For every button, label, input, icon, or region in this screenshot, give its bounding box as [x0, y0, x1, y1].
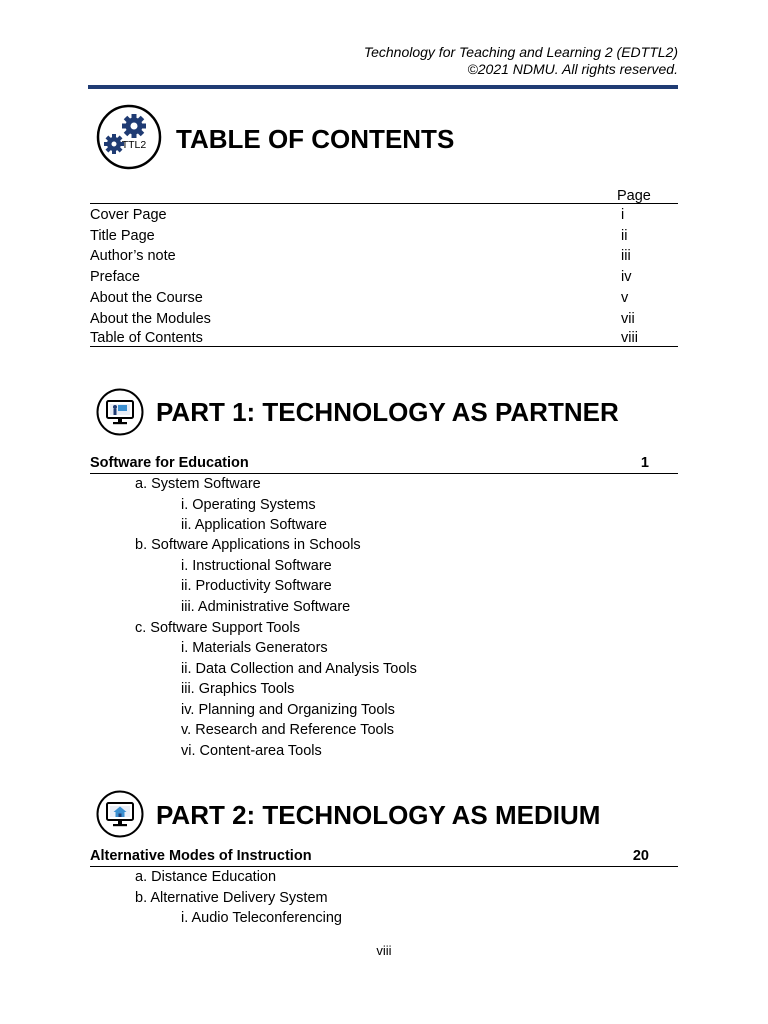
toc-entry[interactable]	[90, 226, 678, 246]
toc-item[interactable]: a. Distance Education	[135, 869, 277, 885]
toc-page-header: Page	[617, 188, 651, 204]
toc-item[interactable]: ii. Application Software	[181, 517, 327, 533]
toc-item[interactable]: vi. Content-area Tools	[181, 743, 322, 759]
toc-item[interactable]: i. Materials Generators	[181, 640, 328, 656]
part1-section-page: 1	[640, 455, 649, 471]
toc-item[interactable]: c. Software Support Tools	[135, 620, 300, 636]
toc-top-rule	[90, 203, 678, 204]
computer-home-icon	[96, 790, 144, 843]
part2-section-row[interactable]	[90, 846, 678, 867]
toc-entry-page: iv	[621, 269, 632, 285]
toc-item[interactable]: iii. Administrative Software	[181, 599, 351, 615]
toc-entry[interactable]	[90, 267, 678, 287]
toc-entry[interactable]	[90, 246, 678, 266]
toc-item[interactable]: ii. Productivity Software	[181, 578, 332, 594]
toc-item[interactable]: i. Operating Systems	[181, 497, 316, 513]
toc-item[interactable]: b. Software Applications in Schools	[135, 537, 361, 553]
toc-entry[interactable]	[90, 328, 678, 348]
part2-title: PART 2: TECHNOLOGY AS MEDIUM	[156, 800, 601, 830]
header-rule	[88, 85, 678, 89]
part1-section-row[interactable]	[90, 453, 678, 474]
toc-entry-label: Author’s note	[90, 248, 176, 264]
toc-entry-label: About the Course	[90, 290, 203, 306]
toc-entry-page: v	[621, 290, 629, 306]
toc-entry-label: Title Page	[90, 228, 155, 244]
toc-item[interactable]: i. Audio Teleconferencing	[181, 910, 342, 926]
header-copyright: ©2021 NDMU. All rights reserved.	[467, 61, 678, 77]
header-course-title: Technology for Teaching and Learning 2 (EDTTL2)	[363, 44, 678, 60]
toc-item[interactable]: v. Research and Reference Tools	[181, 722, 395, 738]
toc-entry-label: Cover Page	[90, 207, 167, 223]
toc-item[interactable]: ii. Data Collection and Analysis Tools	[181, 661, 417, 677]
toc-item[interactable]: iv. Planning and Organizing Tools	[181, 702, 395, 718]
toc-entry-page: ii	[621, 228, 628, 244]
page-number: viii	[376, 943, 392, 958]
toc-item[interactable]: b. Alternative Delivery System	[135, 890, 328, 906]
toc-entry[interactable]	[90, 205, 678, 225]
toc-bottom-rule	[90, 346, 678, 347]
part2-section-label: Alternative Modes of Instruction	[90, 848, 312, 864]
toc-entry[interactable]	[90, 309, 678, 329]
gears-icon	[96, 104, 162, 175]
toc-title: TABLE OF CONTENTS	[176, 124, 455, 154]
icon-label: TTL2	[121, 139, 147, 151]
toc-item[interactable]: iii. Graphics Tools	[181, 681, 295, 697]
computer-teacher-icon	[96, 388, 144, 441]
toc-item[interactable]: a. System Software	[135, 476, 261, 492]
part2-section-page: 20	[632, 848, 649, 864]
toc-entry-label: Preface	[90, 269, 140, 285]
toc-entry-page: viii	[621, 330, 638, 346]
toc-entry-label: Table of Contents	[90, 330, 203, 346]
part1-title: PART 1: TECHNOLOGY AS PARTNER	[156, 397, 619, 427]
toc-entry-page: vii	[621, 311, 635, 327]
part1-section-label: Software for Education	[90, 455, 249, 471]
toc-item[interactable]: i. Instructional Software	[181, 558, 332, 574]
toc-entry-page: iii	[621, 248, 631, 264]
toc-entry-page: i	[621, 207, 625, 223]
toc-entry[interactable]	[90, 288, 678, 308]
toc-entry-label: About the Modules	[90, 311, 211, 327]
